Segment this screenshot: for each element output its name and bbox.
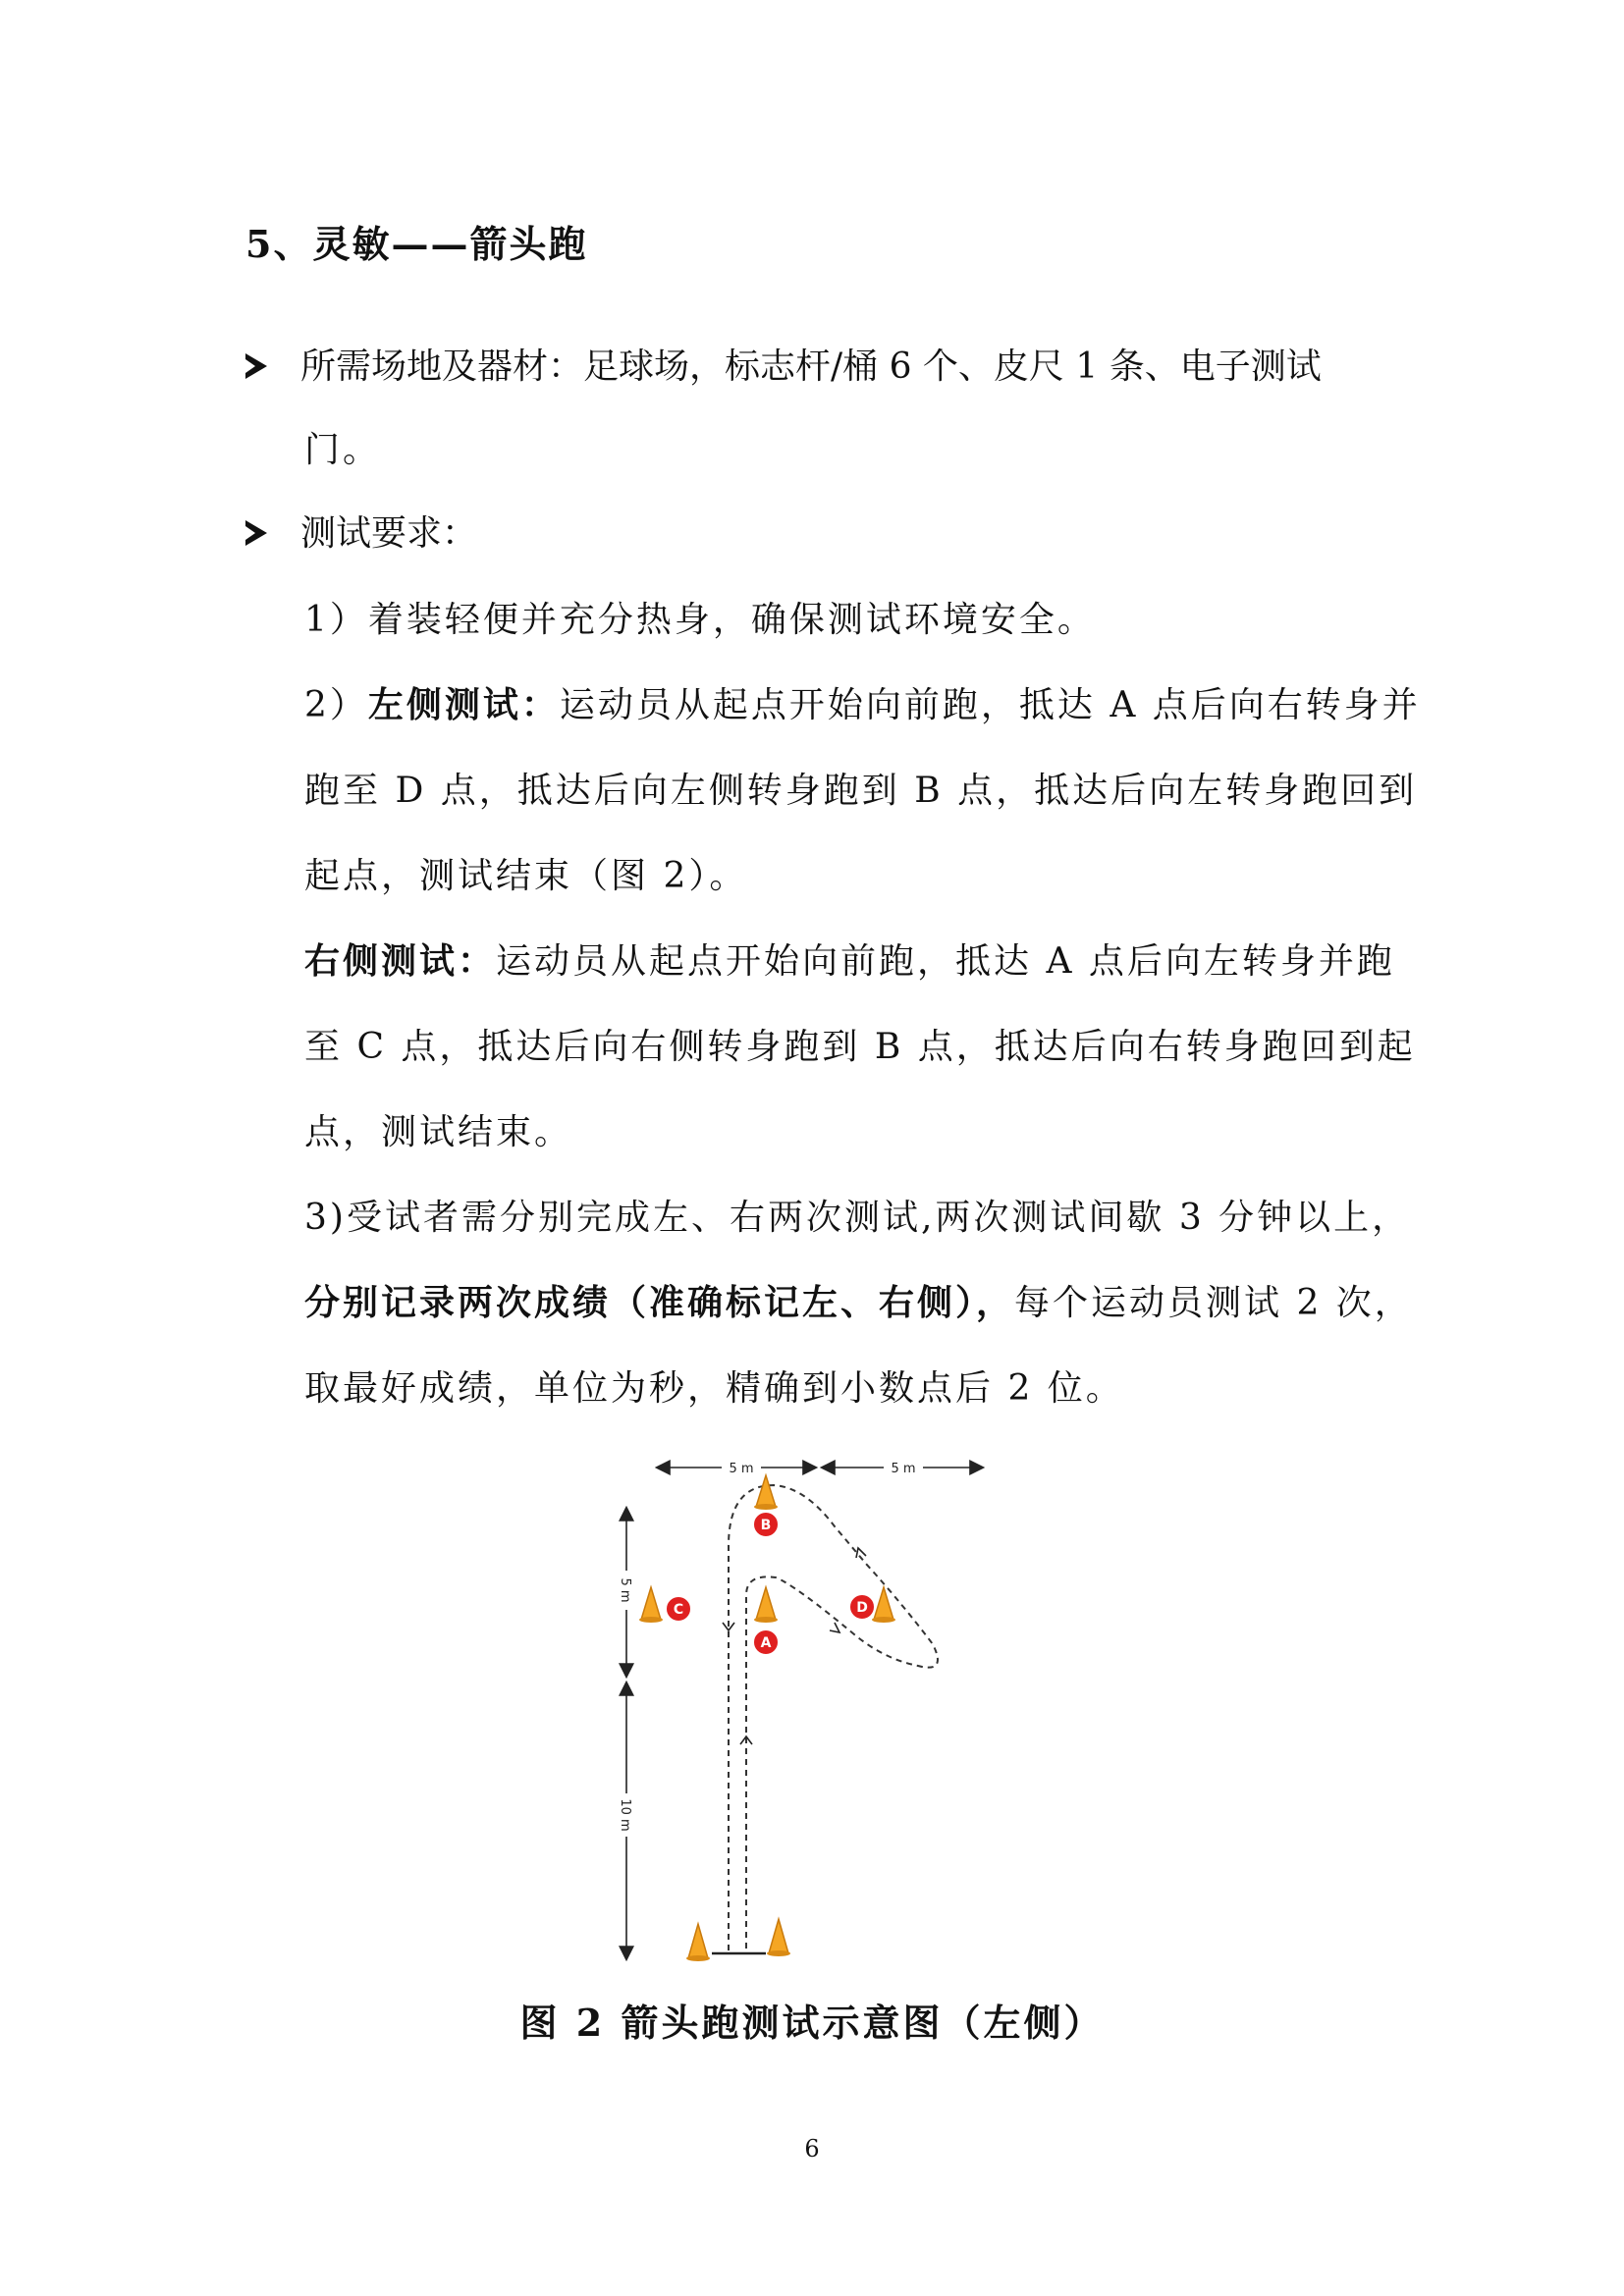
top-dimension bbox=[658, 1459, 982, 1476]
right-test-line-2: 至 C 点，抵达后向右侧转身跑到 B 点，抵达后向右转身跑回到起 bbox=[304, 1027, 1416, 1067]
bullet-equipment-text: 所需场地及器材：足球场，标志杆/桶 6 个、皮尺 1 条、电子测试 bbox=[300, 347, 1322, 387]
requirement-2-text: 运动员从起点开始向前跑，抵达 A 点后向右转身并 bbox=[559, 685, 1421, 725]
right-test-line-1 bbox=[304, 934, 1395, 984]
path-direction-arrows bbox=[723, 1548, 866, 1744]
cone-c bbox=[639, 1587, 663, 1623]
requirement-1: 1）着装轻便并充分热身，确保测试环境安全。 bbox=[304, 600, 1096, 640]
running-path bbox=[729, 1485, 938, 1950]
bullet-requirements bbox=[245, 506, 477, 556]
bullet-requirements-text: 测试要求： bbox=[300, 513, 478, 554]
left-test-label: 左侧测试： bbox=[367, 684, 560, 725]
cone-b bbox=[754, 1475, 778, 1510]
requirement-2-number: 2） bbox=[304, 685, 368, 725]
dimension-label-top-left: 5 m bbox=[729, 1462, 754, 1476]
right-test-label: 右侧测试： bbox=[304, 940, 497, 982]
cone-start-left bbox=[686, 1924, 710, 1961]
bullet-equipment bbox=[245, 339, 1322, 389]
arrowhead-run-diagram bbox=[609, 1448, 1070, 1978]
requirement-3-line-1: 3)受试者需分别完成左、右两次测试,两次测试间歇 3 分钟以上， bbox=[304, 1198, 1411, 1238]
cone-a bbox=[754, 1587, 778, 1623]
requirement-3-line-3: 取最好成绩，单位为秒，精确到小数点后 2 位。 bbox=[304, 1368, 1124, 1409]
marker-c bbox=[666, 1596, 691, 1622]
arrow-bullet-icon bbox=[245, 353, 267, 379]
requirement-2-line-1 bbox=[304, 677, 1421, 727]
cone-start-right bbox=[767, 1919, 790, 1956]
bullet-equipment-continuation: 门。 bbox=[304, 430, 382, 470]
section-heading: 5、灵敏——箭头跑 bbox=[245, 222, 588, 266]
arrow-bullet-icon bbox=[245, 520, 267, 546]
record-instruction-rest: 每个运动员测试 2 次， bbox=[1014, 1283, 1413, 1323]
direction-arrow-upleft-icon bbox=[856, 1548, 866, 1558]
requirement-2-line-3: 起点，测试结束（图 2）。 bbox=[304, 856, 748, 896]
marker-c-label: C bbox=[673, 1602, 684, 1618]
dimension-label-top-right: 5 m bbox=[891, 1462, 916, 1476]
dimension-label-left-lower: 10 m bbox=[618, 1798, 632, 1832]
marker-a-label: A bbox=[760, 1635, 772, 1651]
marker-d bbox=[849, 1594, 875, 1620]
path-dashed-line bbox=[729, 1485, 938, 1950]
marker-a bbox=[753, 1629, 779, 1655]
requirement-2-line-2: 跑至 D 点，抵达后向左侧转身跑到 B 点，抵达后向左转身跑回到 bbox=[304, 771, 1418, 811]
left-dimension bbox=[618, 1509, 635, 1958]
record-instruction-bold: 分别记录两次成绩（准确标记左、右侧）， bbox=[304, 1282, 1015, 1323]
marker-d-label: D bbox=[856, 1600, 868, 1616]
right-test-text: 运动员从起点开始向前跑，抵达 A 点后向左转身并跑 bbox=[496, 941, 1395, 982]
marker-b-label: B bbox=[760, 1518, 772, 1533]
page-number: 6 bbox=[804, 2135, 820, 2163]
dimension-label-left-upper: 5 m bbox=[618, 1577, 632, 1603]
marker-b bbox=[753, 1512, 779, 1537]
direction-arrow-right-icon bbox=[830, 1623, 839, 1632]
requirement-3-line-2 bbox=[304, 1275, 1413, 1325]
figure-caption: 图 2 箭头跑测试示意图（左侧） bbox=[519, 2001, 1105, 2045]
right-test-line-3: 点，测试结束。 bbox=[304, 1112, 573, 1152]
